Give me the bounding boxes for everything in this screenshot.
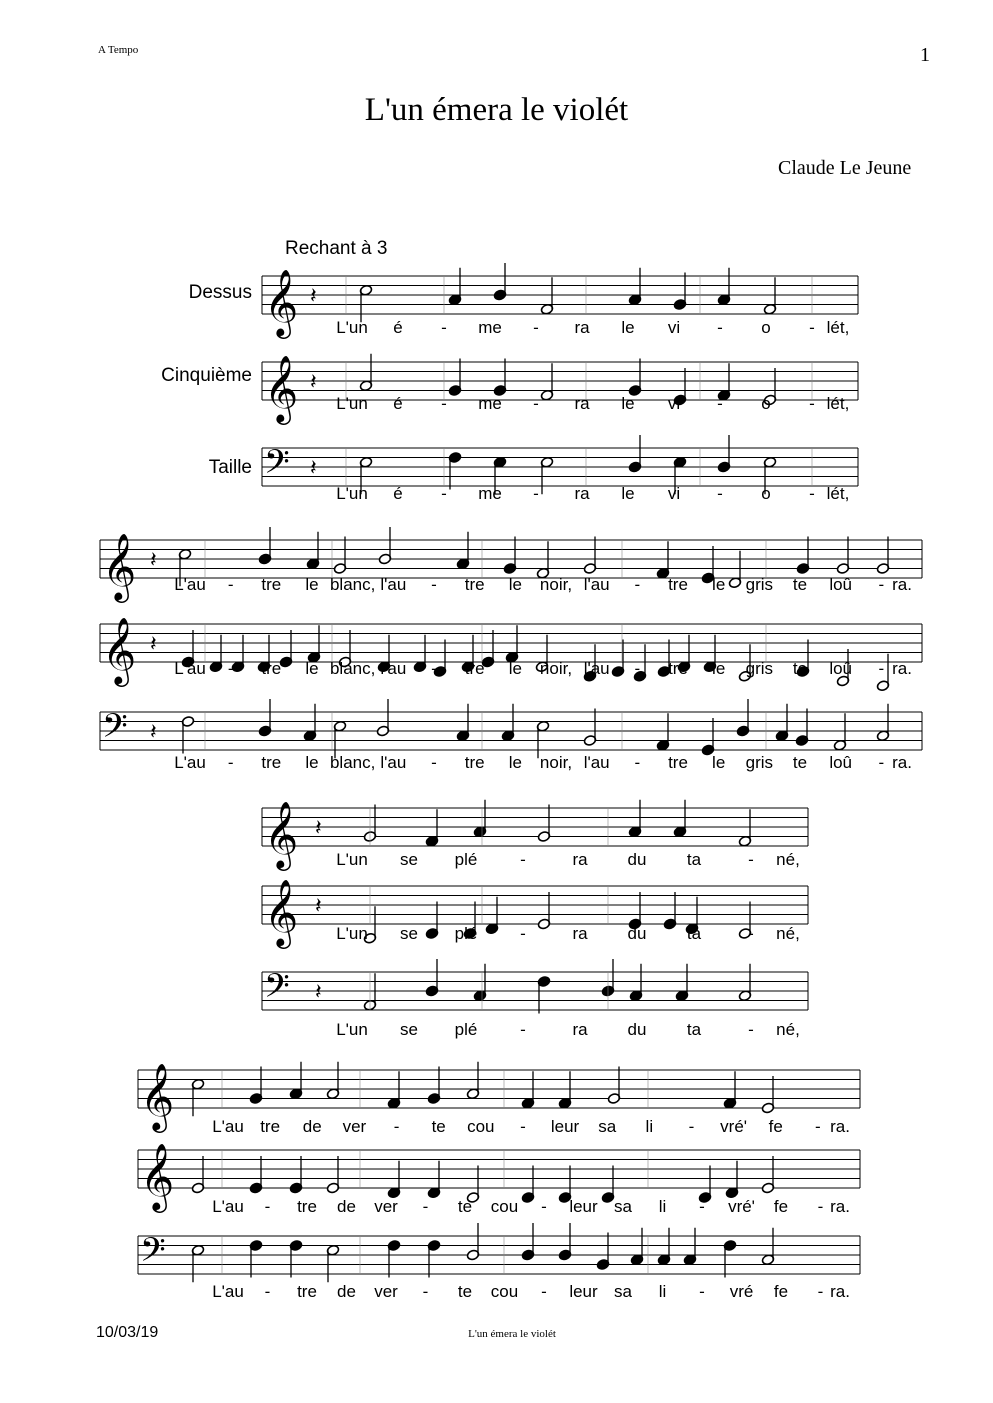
lyric-syllable: de [337, 1282, 356, 1301]
lyric-syllable: plé [454, 924, 478, 943]
lyric-syllable: du [627, 850, 647, 869]
system-3 [262, 800, 808, 1039]
lyric-syllable: ra [572, 1020, 588, 1039]
lyric-syllable: L'un [336, 850, 368, 869]
lyric-syllable: tre [297, 1282, 317, 1301]
lyric-syllable: li [645, 1117, 654, 1136]
lyric-syllable: l'au [380, 575, 407, 594]
lyric-syllable: cou [467, 1117, 495, 1136]
lyric-hyphen: - [441, 318, 447, 337]
lyric-syllable: sa [614, 1197, 632, 1216]
lyric-hyphen: - [699, 1197, 705, 1216]
lyric-syllable: loû [829, 659, 853, 678]
lyric-syllable: tre [261, 753, 282, 772]
quarter-rest-icon: 𝄽 [315, 980, 322, 1005]
lyric-syllable: tre [261, 575, 282, 594]
lyric-syllable: ra [572, 924, 588, 943]
lyric-syllable: du [627, 1020, 647, 1039]
lyric-syllable: se [400, 850, 418, 869]
lyric-syllable: de [302, 1117, 322, 1136]
treble-clef-icon: 𝄞 [264, 878, 299, 946]
quarter-rest-icon: 𝄽 [310, 284, 317, 309]
quarter-rest-icon: 𝄽 [310, 370, 317, 395]
staff [262, 800, 808, 871]
lyric-hyphen: - [878, 659, 885, 678]
bass-clef-icon: 𝄢 [140, 1231, 166, 1278]
staff [262, 959, 808, 1039]
lyric-syllable: é [393, 318, 403, 337]
lyric-hyphen: - [520, 850, 526, 869]
lyric-syllable: le [305, 575, 319, 594]
lyric-hyphen: - [441, 484, 447, 503]
lyric-syllable: L'un [336, 318, 368, 337]
composer-name: Claude Le Jeune [778, 157, 912, 179]
lyric-syllable: né, [776, 850, 800, 869]
lyric-syllable: gris [745, 659, 774, 678]
lyric-syllable: vi [667, 394, 681, 413]
bass-clef-icon: 𝄢 [264, 443, 290, 490]
quarter-rest-icon: 𝄽 [310, 456, 317, 481]
staff [138, 1223, 860, 1301]
rehearsal-mark: Rechant à 3 [285, 238, 388, 259]
lyric-syllable: vré [729, 1282, 754, 1301]
lyric-hyphen: - [422, 1282, 429, 1301]
staff [100, 699, 922, 772]
lyric-syllable: sa [614, 1282, 632, 1301]
lyric-syllable: le [508, 753, 522, 772]
quarter-rest-icon: 𝄽 [315, 816, 322, 841]
lyric-hyphen: - [717, 484, 723, 503]
lyric-syllable: vi [667, 318, 681, 337]
lyric-hyphen: - [533, 394, 539, 413]
bass-clef-icon: 𝄢 [264, 967, 290, 1014]
lyric-syllable: blanc, [329, 575, 376, 594]
lyric-syllable: né, [776, 1020, 800, 1039]
lyric-hyphen: - [688, 1117, 695, 1136]
lyric-syllable: L'un [336, 484, 368, 503]
lyric-hyphen: - [431, 753, 437, 772]
lyric-syllable: tre [668, 753, 688, 772]
staff [262, 435, 858, 503]
lyric-syllable: gris [745, 753, 774, 772]
lyric-syllable: noir, [539, 659, 573, 678]
lyric-syllable: te [457, 1282, 473, 1301]
lyric-hyphen: - [717, 394, 723, 413]
lyric-syllable: tre [464, 753, 485, 772]
lyric-syllable: me [478, 318, 502, 337]
voice-name-taille: Taille [208, 457, 252, 478]
lyric-syllable: ra [574, 318, 590, 337]
staff [262, 354, 858, 425]
lyric-syllable: L'au [212, 1197, 244, 1216]
lyric-syllable: loû [829, 753, 853, 772]
lyric-syllable: ver [374, 1197, 398, 1216]
lyric-syllable: fe [773, 1282, 789, 1301]
treble-clef-icon: 𝄞 [140, 1062, 175, 1130]
lyric-hyphen: - [634, 659, 641, 678]
lyric-syllable: de [337, 1197, 356, 1216]
lyric-syllable: le [621, 484, 635, 503]
lyric-syllable: lét, [826, 318, 850, 337]
lyric-syllable: du [627, 924, 647, 943]
staff [138, 1142, 860, 1216]
lyric-syllable: noir, [539, 753, 573, 772]
treble-clef-icon: 𝄞 [102, 532, 137, 600]
lyric-syllable: ra. [892, 575, 912, 594]
lyric-syllable: blanc, [329, 753, 376, 772]
lyric-syllable: l'au [583, 575, 610, 594]
staff [138, 1062, 860, 1136]
lyric-syllable: plé [454, 850, 478, 869]
lyric-syllable: tre [260, 1117, 281, 1136]
lyric-hyphen: - [817, 1282, 824, 1301]
system-2 [100, 527, 922, 772]
lyric-hyphen: - [699, 1282, 705, 1301]
quarter-rest-icon: 𝄽 [150, 632, 157, 657]
lyric-syllable: blanc, [329, 659, 376, 678]
lyric-syllable: tre [297, 1197, 317, 1216]
treble-clef-icon: 𝄞 [140, 1142, 175, 1210]
lyric-syllable: me [478, 484, 502, 503]
lyric-hyphen: - [533, 484, 539, 503]
treble-clef-icon: 𝄞 [264, 268, 299, 336]
treble-clef-icon: 𝄞 [264, 354, 299, 422]
lyric-syllable: le [712, 659, 726, 678]
system-1 [262, 263, 858, 503]
lyric-syllable: le [712, 575, 726, 594]
lyric-hyphen: - [422, 1197, 429, 1216]
lyric-hyphen: - [520, 924, 526, 943]
lyric-syllable: cou [490, 1197, 519, 1216]
lyric-syllable: l'au [380, 753, 407, 772]
lyric-hyphen: - [520, 1020, 526, 1039]
lyric-syllable: é [393, 394, 403, 413]
lyric-syllable: te [431, 1117, 446, 1136]
lyric-syllable: noir, [539, 575, 573, 594]
lyric-syllable: fe [773, 1197, 789, 1216]
lyric-hyphen: - [541, 1282, 547, 1301]
lyric-syllable: ra [572, 850, 588, 869]
lyric-syllable: leur [550, 1117, 580, 1136]
lyric-syllable: tre [668, 575, 688, 594]
lyric-syllable: leur [569, 1282, 598, 1301]
lyric-syllable: ver [342, 1117, 367, 1136]
lyric-syllable: L'au [212, 1282, 244, 1301]
lyric-syllable: tre [464, 575, 485, 594]
lyric-syllable: ra. [892, 659, 912, 678]
footer-title: L'un émera le violét [468, 1328, 556, 1340]
lyric-syllable: L'un [336, 394, 368, 413]
lyric-hyphen: - [227, 753, 234, 772]
lyric-syllable: se [400, 924, 418, 943]
lyric-hyphen: - [878, 753, 885, 772]
lyric-syllable: o [761, 484, 771, 503]
quarter-rest-icon: 𝄽 [150, 720, 157, 745]
lyric-hyphen: - [809, 484, 815, 503]
quarter-rest-icon: 𝄽 [315, 894, 322, 919]
lyric-syllable: tre [464, 659, 485, 678]
lyric-syllable: l'au [380, 659, 407, 678]
lyric-syllable: le [621, 318, 635, 337]
lyric-hyphen: - [431, 659, 437, 678]
bass-clef-icon: 𝄢 [102, 707, 128, 754]
lyric-hyphen: - [748, 850, 754, 869]
lyric-syllable: L'au [174, 659, 206, 678]
lyric-syllable: vi [667, 484, 681, 503]
lyric-syllable: cou [490, 1282, 519, 1301]
lyric-hyphen: - [264, 1282, 271, 1301]
lyric-syllable: gris [745, 575, 774, 594]
lyric-syllable: le [712, 753, 726, 772]
lyric-syllable: l'au [583, 659, 610, 678]
lyric-hyphen: - [717, 318, 723, 337]
lyric-syllable: te [792, 659, 808, 678]
lyric-syllable: te [792, 753, 808, 772]
lyric-hyphen: - [748, 1020, 754, 1039]
lyric-syllable: o [761, 394, 771, 413]
lyric-syllable: vré' [728, 1197, 755, 1216]
lyric-syllable: ra. [830, 1117, 850, 1136]
voice-name-cinquieme: Cinquième [161, 365, 252, 386]
treble-clef-icon: 𝄞 [102, 616, 137, 684]
lyric-syllable: tre [668, 659, 688, 678]
lyric-syllable: li [658, 1282, 667, 1301]
lyric-syllable: L'un [336, 1020, 368, 1039]
lyric-syllable: li [658, 1197, 667, 1216]
lyric-hyphen: - [809, 394, 815, 413]
lyric-hyphen: - [441, 394, 447, 413]
lyric-syllable: le [508, 659, 522, 678]
lyric-syllable: ra. [830, 1197, 850, 1216]
lyric-syllable: te [457, 1197, 473, 1216]
lyric-hyphen: - [634, 575, 641, 594]
lyric-syllable: ra [574, 394, 590, 413]
lyric-syllable: ra. [830, 1282, 850, 1301]
lyric-syllable: fe [768, 1117, 783, 1136]
tempo-label: A Tempo [98, 44, 139, 56]
lyric-hyphen: - [264, 1197, 271, 1216]
quarter-rest-icon: 𝄽 [150, 548, 157, 573]
lyric-syllable: ver [374, 1282, 398, 1301]
lyric-syllable: o [761, 318, 771, 337]
lyric-hyphen: - [393, 1117, 400, 1136]
lyric-syllable: lét, [826, 394, 850, 413]
staff [100, 527, 922, 603]
treble-clef-icon: 𝄞 [264, 800, 299, 868]
lyric-hyphen: - [748, 924, 754, 943]
lyric-syllable: ra [574, 484, 590, 503]
lyric-hyphen: - [809, 318, 815, 337]
lyric-syllable: le [305, 659, 319, 678]
page-number: 1 [920, 44, 930, 66]
lyric-syllable: l'au [583, 753, 610, 772]
lyric-syllable: lét, [826, 484, 850, 503]
staff [100, 616, 922, 692]
footer-date: 10/03/19 [96, 1324, 159, 1341]
lyric-hyphen: - [815, 1117, 821, 1136]
lyric-syllable: né, [776, 924, 800, 943]
lyric-syllable: le [508, 575, 522, 594]
lyric-hyphen: - [431, 575, 437, 594]
lyric-syllable: vré' [720, 1117, 748, 1136]
lyric-syllable: le [305, 753, 319, 772]
lyric-syllable: se [400, 1020, 418, 1039]
lyric-hyphen: - [634, 753, 641, 772]
lyric-syllable: plé [454, 1020, 478, 1039]
piece-title: L'un émera le violét [364, 92, 629, 128]
lyric-syllable: sa [598, 1117, 617, 1136]
lyric-hyphen: - [227, 659, 234, 678]
lyric-hyphen: - [533, 318, 539, 337]
lyric-hyphen: - [541, 1197, 547, 1216]
lyric-syllable: é [393, 484, 403, 503]
system-4 [138, 1062, 860, 1301]
lyric-syllable: tre [261, 659, 282, 678]
lyric-syllable: ra. [892, 753, 912, 772]
lyric-syllable: L'un [336, 924, 368, 943]
lyric-syllable: L'au [174, 753, 206, 772]
lyric-hyphen: - [227, 575, 234, 594]
lyric-syllable: L'au [174, 575, 206, 594]
lyric-hyphen: - [878, 575, 885, 594]
voice-name-dessus: Dessus [188, 282, 252, 303]
lyric-syllable: le [621, 394, 635, 413]
lyric-syllable: ta [686, 924, 702, 943]
lyric-syllable: L'au [212, 1117, 244, 1136]
lyric-syllable: loû [829, 575, 853, 594]
lyric-syllable: ta [686, 850, 702, 869]
lyric-syllable: me [478, 394, 502, 413]
lyric-hyphen: - [817, 1197, 824, 1216]
staff [262, 878, 808, 949]
lyric-syllable: ta [686, 1020, 702, 1039]
lyric-syllable: te [792, 575, 808, 594]
lyric-hyphen: - [520, 1117, 526, 1136]
staff [262, 263, 858, 339]
lyric-syllable: leur [569, 1197, 598, 1216]
